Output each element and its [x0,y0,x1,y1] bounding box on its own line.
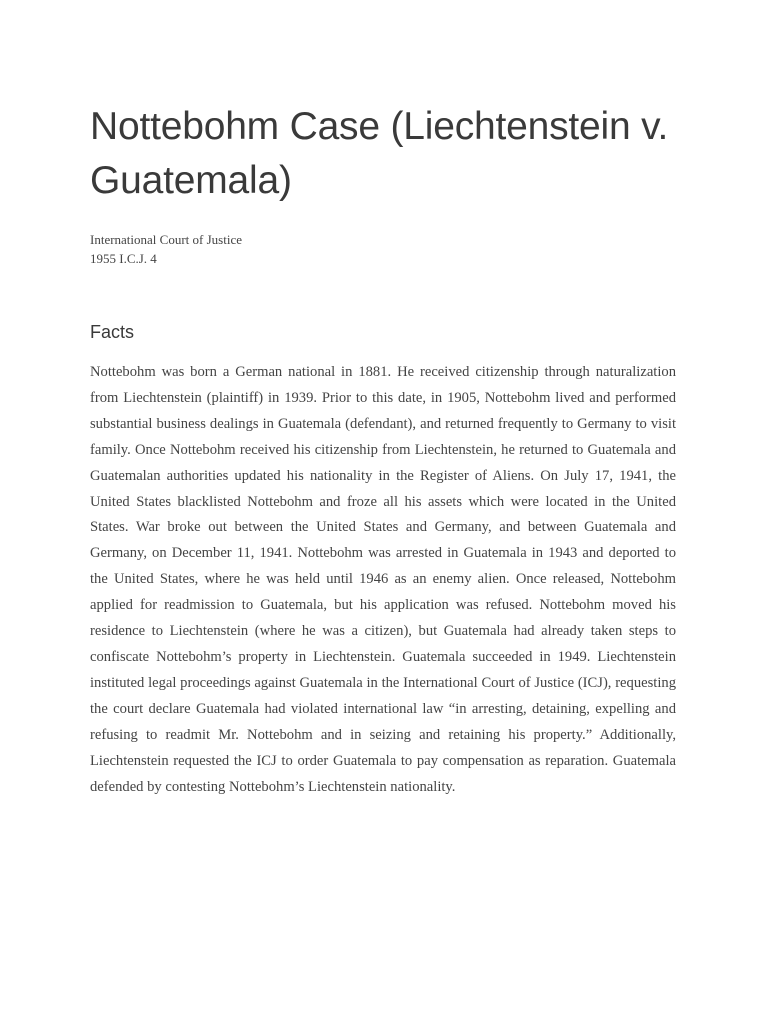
section-body-facts: Nottebohm was born a German national in 1881. He received citizenship through naturalization from Liechtenstein (plaintiff) in 1939. Prior to this date, in 1905, Nottebohm lived and performed substantial business dealings in Guatemala (defendant), and returned frequently to Germany to visit family. Once Nottebohm received his citizenship from Liechtenstein, he returned to Guatemala and Guatemalan authorities updated his nationality in the Register of Aliens. On July 17, 1941, the United States blacklisted Nottebohm and froze all his assets which were located in the United States. War broke out between the United States and Germany, and between Guatemala and Germany, on December 11, 1941. Nottebohm was arrested in Guatemala in 1943 and deported to the United States, where he was held until 1946 as an enemy alien. Once released, Nottebohm applied for readmission to Guatemala, but his application was refused. Nottebohm moved his residence to Liechtenstein (where he was a citizen), but Guatemala had already taken steps to confiscate Nottebohm’s property in Liechtenstein. Guatemala succeeded in 1949. Liechtenstein instituted legal proceedings against Guatemala in the International Court of Justice (ICJ), requesting the court declare Guatemala had violated international law “in arresting, detaining, expelling and refusing to readmit Mr. Nottebohm and in seizing and retaining his property.” Additionally, Liechtenstein requested the ICJ to order Guatemala to pay compensation as reparation. Guatemala defended by contesting Nottebohm’s Liechtenstein nationality. [90,364,676,795]
document-page [90,100,676,815]
court-name: International Court of Justice [90,232,242,247]
page-title: Nottebohm Case (Liechtenstein v. Guatemala) [90,105,669,202]
case-metadata [90,230,676,268]
case-citation: 1955 I.C.J. 4 [90,251,157,266]
section-heading-facts: Facts [90,322,135,342]
